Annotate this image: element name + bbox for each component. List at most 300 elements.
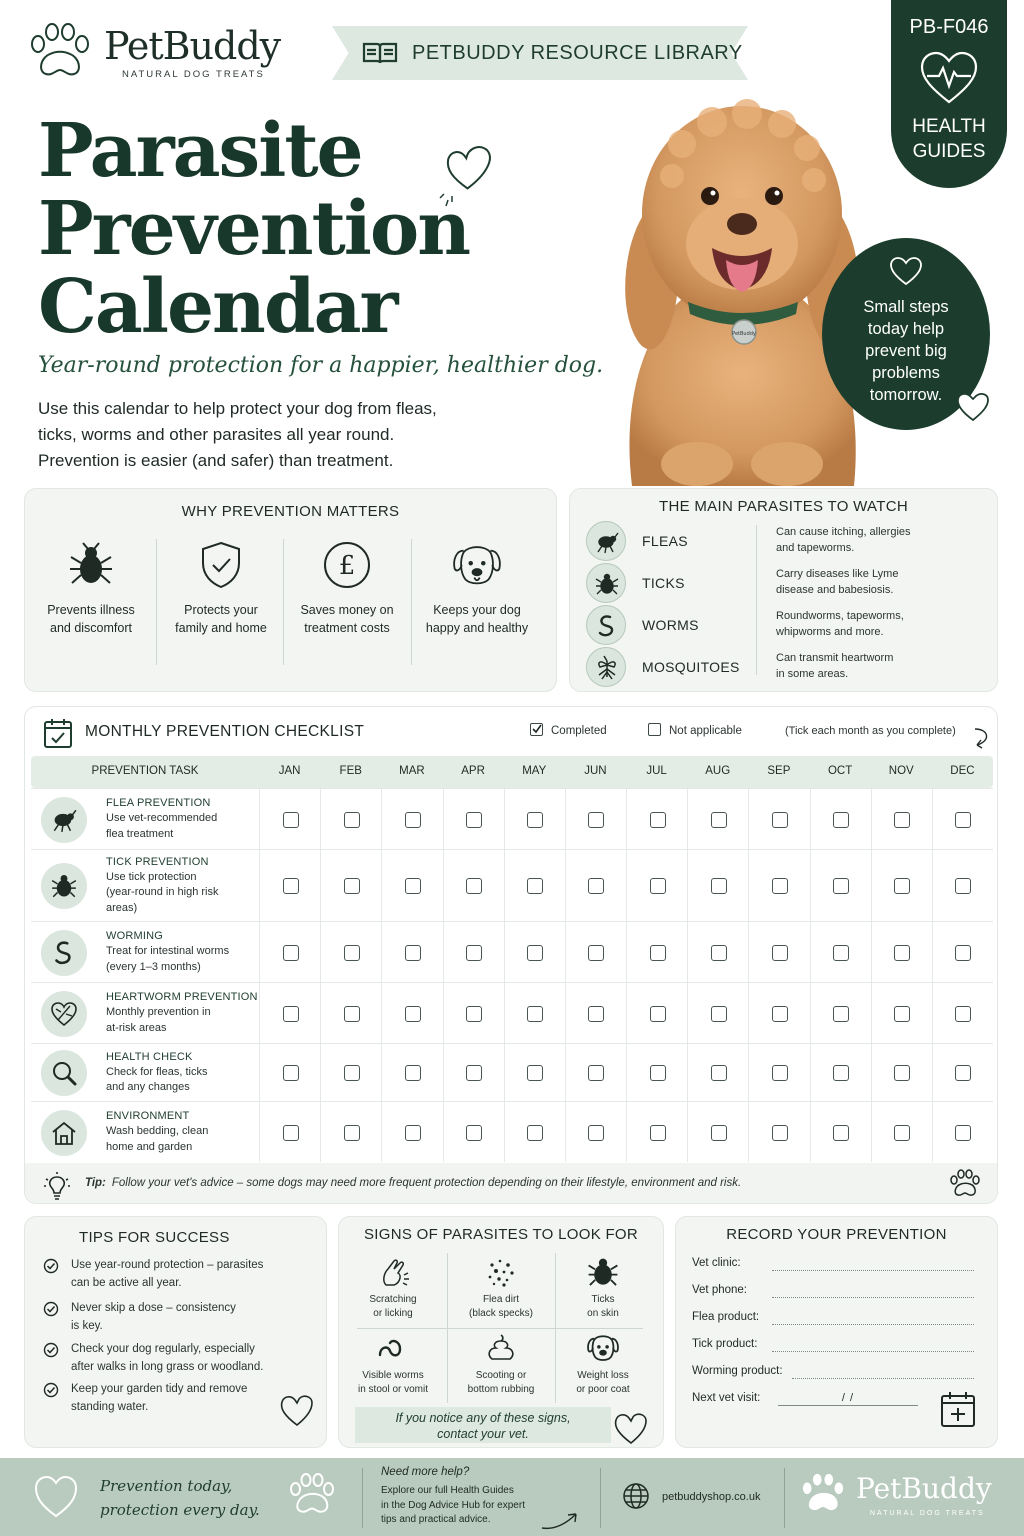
tip-line: after walks in long grass or woodland. — [71, 1360, 264, 1373]
callout-line: If you notice any of these signs, — [395, 1411, 571, 1425]
month-checkbox[interactable] — [955, 1065, 971, 1081]
month-checkbox[interactable] — [650, 812, 666, 828]
record-field-label: Flea product: — [692, 1311, 760, 1323]
month-checkbox[interactable] — [344, 1065, 360, 1081]
month-cell — [871, 850, 932, 921]
footer-brand-tagline: NATURAL DOG TREATS — [870, 1510, 985, 1517]
month-checkbox[interactable] — [283, 945, 299, 961]
month-cell — [871, 1044, 932, 1101]
month-cell — [565, 789, 626, 849]
task-description-line: and any changes — [106, 1081, 190, 1093]
month-checkbox[interactable] — [588, 812, 604, 828]
task-description-line: at-risk areas — [106, 1021, 167, 1034]
month-checkbox[interactable] — [711, 878, 727, 894]
svg-text:£: £ — [338, 551, 356, 581]
guide-code: PB-F046 — [909, 16, 989, 38]
brand-logo[interactable] — [28, 20, 288, 84]
poop-icon — [484, 1331, 518, 1365]
month-cell — [381, 922, 442, 982]
sign-line: on skin — [587, 1308, 619, 1319]
heart-outline-icon — [32, 1472, 80, 1520]
month-checkbox[interactable] — [588, 945, 604, 961]
month-checkbox[interactable] — [833, 945, 849, 961]
flea-icon — [594, 529, 620, 555]
month-cell — [748, 1102, 809, 1162]
intro-line: Prevention is easier (and safer) than treatment. — [38, 451, 394, 470]
parasite-desc — [776, 524, 986, 556]
task-description-line: (every 1–3 months) — [106, 960, 201, 973]
month-checkbox[interactable] — [527, 812, 543, 828]
parasite-row — [570, 521, 997, 563]
parasite-name: TICKS — [642, 575, 685, 591]
parasite-icon-badge — [586, 521, 626, 561]
month-checkbox[interactable] — [344, 812, 360, 828]
tip-line: Never skip a dose – consistency — [71, 1302, 236, 1314]
record-field-label: Vet phone: — [692, 1284, 747, 1296]
sign-line: Scooting or — [475, 1370, 527, 1381]
tip-item — [43, 1257, 313, 1292]
month-cell — [443, 983, 504, 1043]
month-cell — [626, 1102, 687, 1162]
month-cell — [504, 1102, 565, 1162]
month-cell — [504, 922, 565, 982]
month-cell — [381, 1102, 442, 1162]
month-checkbox[interactable] — [711, 1065, 727, 1081]
month-checkbox[interactable] — [894, 945, 910, 961]
task-row — [31, 849, 993, 921]
task-icon-badge — [41, 1050, 87, 1096]
task-name: TICK PREVENTION — [106, 855, 209, 868]
record-field-line[interactable] — [772, 1351, 974, 1352]
record-field-label: Next vet visit: — [692, 1392, 761, 1404]
month-checkbox[interactable] — [711, 1125, 727, 1141]
month-cell — [626, 1044, 687, 1101]
house-icon — [50, 1119, 78, 1147]
record-panel — [675, 1216, 998, 1448]
calendar-check-icon — [43, 717, 73, 749]
month-checkbox[interactable] — [772, 945, 788, 961]
month-cell — [259, 789, 320, 849]
parasite-name: FLEAS — [642, 533, 688, 549]
month-checkbox[interactable] — [588, 878, 604, 894]
month-cell — [381, 983, 442, 1043]
month-header: DEC — [950, 765, 975, 777]
sign-line: bottom rubbing — [467, 1384, 535, 1395]
dog-tag-text: PetBuddy — [732, 331, 756, 337]
tip-label: Tip: — [85, 1177, 106, 1189]
worm-icon — [376, 1331, 410, 1365]
month-checkbox[interactable] — [894, 812, 910, 828]
record-field[interactable] — [692, 1284, 974, 1300]
sign-line: Scratching — [369, 1294, 417, 1305]
month-cell — [810, 1102, 871, 1162]
why-prevention-panel — [24, 488, 557, 692]
task-icon-badge — [41, 991, 87, 1037]
month-checkbox[interactable] — [588, 1006, 604, 1022]
task-description — [106, 811, 256, 842]
globe-icon — [622, 1482, 650, 1510]
month-cell — [443, 1102, 504, 1162]
pound-coin-icon — [321, 539, 373, 591]
month-checkbox[interactable] — [650, 878, 666, 894]
month-checkbox[interactable] — [894, 1065, 910, 1081]
month-cell — [626, 983, 687, 1043]
month-header: JUL — [646, 765, 667, 777]
month-cell — [443, 789, 504, 849]
month-cell — [320, 789, 381, 849]
why-text-line: treatment costs — [304, 621, 390, 635]
month-checkbox[interactable] — [527, 1006, 543, 1022]
contact-vet-callout — [355, 1407, 611, 1443]
task-row — [31, 1101, 993, 1162]
parasite-desc-line: Can cause itching, allergies — [776, 526, 911, 538]
month-checkbox[interactable] — [466, 1125, 482, 1141]
month-cell — [748, 922, 809, 982]
month-cell — [932, 922, 993, 982]
intro-line: ticks, worms and other parasites all year round. — [38, 425, 395, 444]
month-cell — [381, 1044, 442, 1101]
check-circle-icon — [43, 1301, 59, 1317]
help-line: tips and practical advice. — [381, 1514, 491, 1525]
sign-line: in stool or vomit — [357, 1384, 429, 1395]
month-checkbox[interactable] — [405, 1125, 421, 1141]
callout-line: contact your vet. — [437, 1427, 529, 1441]
parasite-icon-badge — [586, 563, 626, 603]
curved-arrow-icon — [540, 1510, 580, 1532]
month-checkbox[interactable] — [894, 878, 910, 894]
task-row — [31, 982, 993, 1043]
month-cell — [565, 1044, 626, 1101]
panel-title: TIPS FOR SUCCESS — [79, 1229, 230, 1246]
why-item — [413, 539, 541, 637]
month-checkbox[interactable] — [955, 878, 971, 894]
month-checkbox[interactable] — [955, 945, 971, 961]
paw-scratch-icon — [376, 1255, 410, 1289]
sign-item — [553, 1255, 653, 1321]
task-description-line: areas) — [106, 901, 138, 914]
month-checkbox[interactable] — [833, 1065, 849, 1081]
why-text-line: Protects your — [184, 603, 258, 617]
parasite-name: MOSQUITOES — [642, 659, 740, 675]
calendar-plus-icon — [940, 1391, 976, 1429]
record-field[interactable] — [692, 1338, 974, 1354]
month-checkbox[interactable] — [955, 1125, 971, 1141]
task-name: HEARTWORM PREVENTION — [106, 991, 258, 1003]
grid-header — [31, 756, 993, 788]
month-checkbox[interactable] — [588, 1125, 604, 1141]
month-checkbox[interactable] — [772, 1006, 788, 1022]
task-name: FLEA PREVENTION — [106, 797, 211, 809]
paw-logo-icon — [28, 22, 92, 84]
task-icon-badge — [41, 863, 87, 909]
tick-icon — [594, 571, 620, 597]
month-cell — [932, 1102, 993, 1162]
signs-panel — [338, 1216, 664, 1448]
month-header: MAR — [399, 765, 425, 777]
record-field[interactable] — [692, 1365, 974, 1381]
help-line: Explore our full Health Guides — [381, 1485, 514, 1496]
task-name: WORMING — [106, 930, 164, 942]
month-checkbox[interactable] — [344, 1006, 360, 1022]
why-item — [27, 539, 155, 637]
month-checkbox[interactable] — [527, 1065, 543, 1081]
task-description-line: home and garden — [106, 1140, 193, 1153]
legend-completed — [530, 723, 607, 737]
month-cell — [626, 850, 687, 921]
website-link[interactable]: petbuddyshop.co.uk — [662, 1491, 761, 1503]
month-checkbox[interactable] — [466, 1006, 482, 1022]
parasite-row — [570, 563, 997, 605]
month-cell — [687, 922, 748, 982]
specks-icon — [484, 1255, 518, 1289]
month-checkbox[interactable] — [894, 1006, 910, 1022]
help-line: in the Dog Advice Hub for expert — [381, 1499, 525, 1511]
task-icon-badge — [41, 797, 87, 843]
month-checkbox[interactable] — [772, 878, 788, 894]
month-checkbox[interactable] — [283, 878, 299, 894]
sign-line: Flea dirt — [482, 1294, 520, 1305]
tip-item — [43, 1341, 313, 1376]
parasite-desc-line: disease and babesiosis. — [776, 584, 894, 596]
task-icon-badge — [41, 1110, 87, 1156]
month-checkbox[interactable] — [772, 1125, 788, 1141]
footer-slogan — [100, 1474, 260, 1522]
doodle-heart-icon — [611, 1407, 651, 1447]
month-checkbox[interactable] — [650, 1065, 666, 1081]
parasite-desc — [776, 608, 986, 640]
parasite-desc — [776, 650, 986, 682]
month-header: JUN — [584, 765, 607, 777]
why-text-line: family and home — [175, 621, 267, 635]
month-checkbox[interactable] — [650, 945, 666, 961]
month-checkbox[interactable] — [344, 1125, 360, 1141]
month-checkbox[interactable] — [405, 878, 421, 894]
grid-rows — [31, 788, 993, 1162]
shield-check-icon — [195, 539, 247, 591]
tip-item — [43, 1381, 313, 1416]
date-blank[interactable]: / / — [778, 1392, 918, 1406]
parasite-desc — [776, 566, 986, 598]
divider — [784, 1468, 785, 1528]
month-checkbox[interactable] — [283, 1006, 299, 1022]
open-book-icon — [362, 41, 398, 65]
month-cell — [626, 922, 687, 982]
month-checkbox[interactable] — [711, 812, 727, 828]
record-field-line[interactable] — [792, 1378, 974, 1379]
month-checkbox[interactable] — [466, 812, 482, 828]
month-cell — [748, 983, 809, 1043]
legend-note: (Tick each month as you complete) — [785, 725, 956, 737]
footer-brand-name: PetBuddy — [856, 1472, 992, 1505]
why-item — [283, 539, 411, 637]
month-cell — [810, 789, 871, 849]
task-icon-badge — [41, 930, 87, 976]
why-text-line: and discomfort — [50, 621, 132, 635]
month-checkbox[interactable] — [405, 1065, 421, 1081]
month-cell — [320, 983, 381, 1043]
record-field[interactable] — [692, 1311, 974, 1327]
panel-title: RECORD YOUR PREVENTION — [726, 1226, 947, 1243]
task-row — [31, 921, 993, 982]
brand-name: PetBuddy — [104, 24, 281, 68]
divider — [362, 1468, 363, 1528]
month-checkbox[interactable] — [711, 1006, 727, 1022]
tip-text — [85, 1177, 741, 1189]
record-field-label: Tick product: — [692, 1338, 758, 1350]
task-description — [106, 1065, 256, 1096]
month-cell — [504, 1044, 565, 1101]
magnifier-icon — [50, 1059, 78, 1087]
month-cell — [687, 1044, 748, 1101]
month-checkbox[interactable] — [588, 1065, 604, 1081]
checked-box-icon — [530, 723, 543, 736]
month-cell — [443, 922, 504, 982]
record-field-line[interactable] — [772, 1297, 974, 1298]
month-checkbox[interactable] — [405, 1006, 421, 1022]
month-cell — [687, 983, 748, 1043]
why-text-line: happy and healthy — [425, 621, 529, 635]
month-cell — [381, 850, 442, 921]
mosquito-icon — [594, 655, 620, 681]
title-line: Parasite — [38, 108, 362, 194]
month-checkbox[interactable] — [527, 945, 543, 961]
month-cell — [626, 789, 687, 849]
sign-item — [451, 1331, 551, 1397]
task-header: PREVENTION TASK — [91, 765, 199, 777]
month-header: OCT — [827, 765, 853, 777]
month-checkbox[interactable] — [405, 945, 421, 961]
month-checkbox[interactable] — [344, 945, 360, 961]
month-cell — [504, 789, 565, 849]
month-header: AUG — [705, 765, 731, 777]
footer — [0, 1458, 1024, 1536]
month-checkbox[interactable] — [833, 812, 849, 828]
doodle-heart-icon — [954, 388, 992, 424]
heart-outline-icon — [889, 256, 923, 286]
month-cell — [810, 1044, 871, 1101]
month-cell — [259, 1102, 320, 1162]
parasite-icon-badge — [586, 647, 626, 687]
record-field[interactable] — [692, 1257, 974, 1273]
month-cell — [320, 850, 381, 921]
month-checkbox[interactable] — [466, 878, 482, 894]
panel-title: WHY PREVENTION MATTERS — [181, 503, 400, 520]
month-checkbox[interactable] — [833, 878, 849, 894]
doodle-heart-icon — [277, 1389, 317, 1429]
task-row — [31, 788, 993, 849]
record-field[interactable] — [692, 1392, 974, 1408]
month-cell — [565, 1102, 626, 1162]
monthly-checklist — [24, 706, 998, 1204]
month-header: JAN — [278, 765, 301, 777]
doodle-heart-icon — [438, 138, 500, 210]
month-checkbox[interactable] — [405, 812, 421, 828]
month-cell — [810, 850, 871, 921]
quote-line: today help — [867, 320, 945, 338]
flea-icon — [50, 806, 78, 834]
month-checkbox[interactable] — [466, 945, 482, 961]
quote-line: Small steps — [863, 298, 949, 316]
month-checkbox[interactable] — [527, 878, 543, 894]
sign-line: or licking — [373, 1308, 413, 1319]
lightbulb-icon — [43, 1171, 71, 1201]
month-checkbox[interactable] — [772, 1065, 788, 1081]
task-row — [31, 1043, 993, 1101]
month-checkbox[interactable] — [283, 812, 299, 828]
month-checkbox[interactable] — [894, 1125, 910, 1141]
parasite-icon-badge — [586, 605, 626, 645]
month-checkbox[interactable] — [283, 1125, 299, 1141]
month-cell — [748, 850, 809, 921]
checklist-title: MONTHLY PREVENTION CHECKLIST — [85, 723, 365, 740]
month-cell — [932, 850, 993, 921]
month-checkbox[interactable] — [650, 1125, 666, 1141]
resource-library-banner[interactable] — [332, 26, 748, 80]
month-cell — [810, 983, 871, 1043]
dog-face-icon — [451, 539, 503, 591]
month-checkbox[interactable] — [344, 878, 360, 894]
task-description — [106, 1124, 256, 1155]
month-checkbox[interactable] — [833, 1006, 849, 1022]
why-text-line: Prevents illness — [47, 603, 135, 617]
month-cell — [259, 1044, 320, 1101]
month-checkbox[interactable] — [772, 812, 788, 828]
month-cell — [687, 789, 748, 849]
month-cell — [871, 922, 932, 982]
month-cell — [320, 1044, 381, 1101]
record-field-line[interactable] — [772, 1270, 974, 1271]
tip-line: standing water. — [71, 1400, 149, 1413]
check-circle-icon — [43, 1382, 59, 1398]
help-heading: Need more help? — [381, 1466, 470, 1478]
month-cell — [687, 1102, 748, 1162]
curved-arrow-icon — [969, 727, 993, 749]
month-cell — [687, 850, 748, 921]
intro-line: Use this calendar to help protect your dog from fleas, — [38, 399, 437, 418]
task-description — [106, 870, 256, 917]
help-text — [381, 1484, 561, 1528]
empty-box-icon — [648, 723, 661, 736]
month-cell — [320, 922, 381, 982]
month-checkbox[interactable] — [833, 1125, 849, 1141]
month-checkbox[interactable] — [650, 1006, 666, 1022]
main-parasites-panel — [569, 488, 998, 692]
task-description-line: Use vet-recommended — [106, 812, 218, 824]
month-checkbox[interactable] — [711, 945, 727, 961]
month-checkbox[interactable] — [466, 1065, 482, 1081]
task-description-line: Wash bedding, clean — [106, 1125, 209, 1137]
month-header: FEB — [339, 765, 362, 777]
slogan-line: protection every day. — [100, 1501, 260, 1519]
title-line: Prevention — [38, 186, 470, 272]
record-field-line[interactable] — [772, 1324, 974, 1325]
month-cell — [748, 789, 809, 849]
month-checkbox[interactable] — [955, 1006, 971, 1022]
task-description-line: (year-round in high risk — [106, 886, 219, 899]
month-checkbox[interactable] — [283, 1065, 299, 1081]
check-circle-icon — [43, 1258, 59, 1274]
sign-item — [343, 1331, 443, 1397]
title-line: Calendar — [38, 264, 397, 350]
month-checkbox[interactable] — [527, 1125, 543, 1141]
record-field-label: Worming product: — [692, 1365, 783, 1377]
sign-line: or poor coat — [576, 1384, 630, 1395]
month-checkbox[interactable] — [955, 812, 971, 828]
divider — [600, 1468, 601, 1528]
health-guides-badge[interactable] — [891, 0, 1007, 188]
task-name: ENVIRONMENT — [106, 1110, 190, 1122]
legend-not-applicable — [648, 723, 742, 737]
